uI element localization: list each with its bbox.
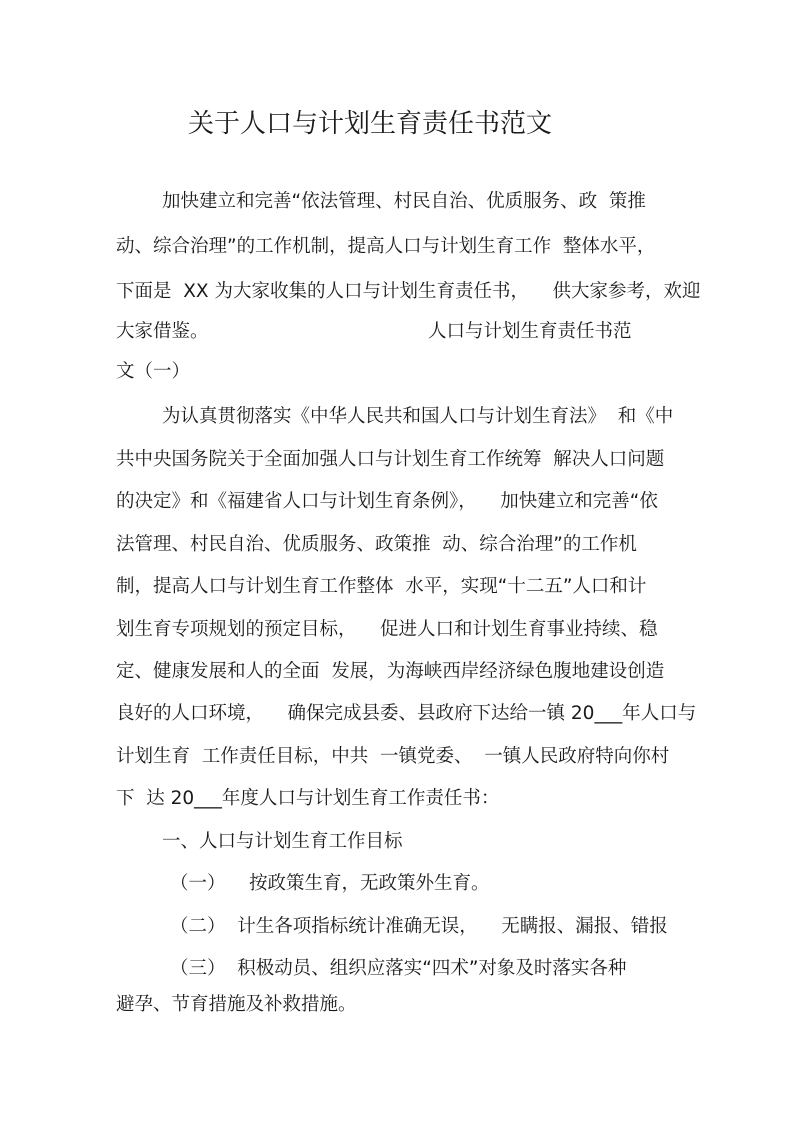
paragraph-line: 划生育专项规划的预定目标， 促进人口和计划生育事业持续、稳 — [116, 619, 658, 640]
list-item: （二） 计生各项指标统计准确无误， 无瞒报、漏报、错报 — [170, 916, 668, 937]
paragraph-line: 法管理、村民自治、优质服务、政策推 动、综合治理”的工作机 — [116, 534, 637, 555]
paragraph-line: 定、健康发展和人的全面 发展，为海峡西岸经济绿色腹地建设创造 — [116, 661, 665, 682]
document-title: 关于人口与计划生育责任书范文 — [188, 109, 553, 139]
section-heading: 一、人口与计划生育工作目标 — [162, 831, 403, 852]
paragraph-line: 的决定》和《福建省人口与计划生育条例》， 加快建立和完善“依 — [116, 491, 658, 512]
paragraph-line: 制，提高人口与计划生育工作整体 水平，实现“十二五”人口和计 — [116, 576, 647, 597]
list-item: （一） 按政策生育，无政策外生育。 — [170, 873, 490, 894]
paragraph-line: 良好的人口环境， 确保完成县委、县政府下达给一镇 20___年人口与 — [116, 703, 697, 724]
list-item: （三） 积极动员、组织应落实“四术”对象及时落实各种 — [170, 958, 627, 979]
paragraph-line: 计划生育 工作责任目标，中共 一镇党委、 一镇人民政府特向你村 — [116, 746, 670, 767]
paragraph-line: 下面是 XX 为大家收集的人口与计划生育责任书， 供大家参考，欢迎 — [116, 281, 701, 302]
paragraph-line: 为认真贯彻落实《中华人民共和国人口与计划生育法》 和《中 — [162, 406, 674, 427]
paragraph-line: 共中央国务院关于全面加强人口与计划生育工作统筹 解决人口问题 — [116, 449, 665, 470]
paragraph-line: 动、综合治理”的工作机制，提高人口与计划生育工作 整体水平， — [116, 236, 656, 257]
paragraph-line: 加快建立和完善“依法管理、村民自治、优质服务、政 策推 — [162, 191, 646, 212]
list-item: 避孕、节育措施及补救措施。 — [116, 994, 357, 1015]
paragraph-line: 文（一） — [116, 361, 191, 382]
paragraph-line: 人口与计划生育责任书范 — [428, 321, 632, 342]
paragraph-line: 下 达 20___年度人口与计划生育工作责任书： — [116, 788, 500, 809]
paragraph-line: 大家借鉴。 — [116, 321, 209, 342]
